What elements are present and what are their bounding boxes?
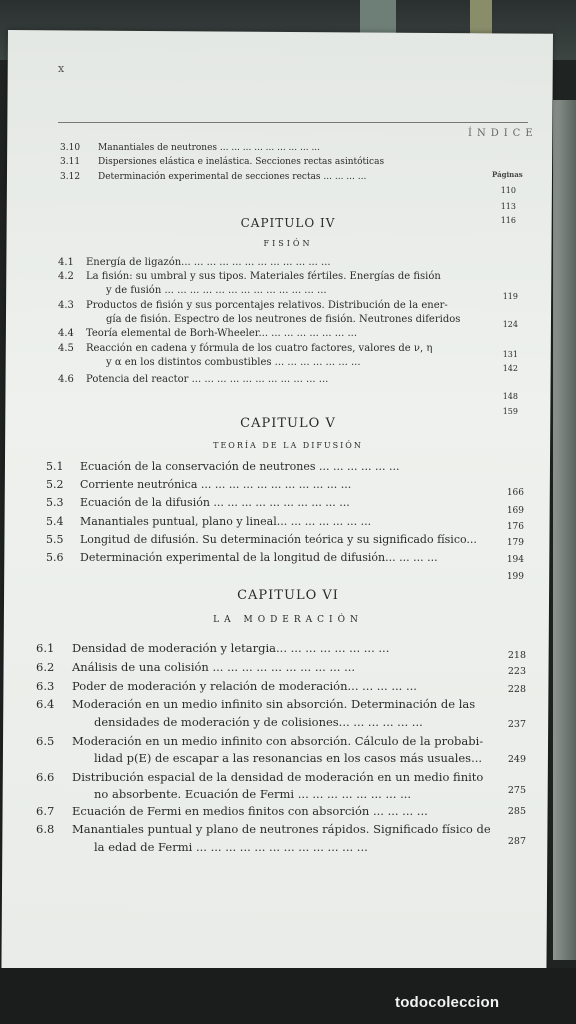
entry-title: Densidad de moderación y letargia... ... ... ... ... ... ... ... [72, 641, 390, 655]
entry-number: 3.12 [60, 172, 81, 182]
watermark-logo [395, 994, 499, 1011]
entry-page: 285 [507, 806, 526, 817]
entry-continuation: no absorbente. Ecuación de Fermi ... ... ... ... ... ... ... ... [94, 787, 412, 801]
entry-title: Productos de fisión y sus porcentajes relativos. Distribución de la ener- [86, 300, 448, 311]
entry-number: 6.7 [36, 804, 55, 818]
entry-page: 228 [507, 684, 526, 695]
toc-entry [58, 343, 432, 354]
entry-title: Moderación en un medio infinito con absorción. Cálculo de la probabi- [72, 734, 484, 748]
toc-entry [60, 143, 320, 153]
entry-page: 116 [500, 216, 516, 225]
watermark-brand: todocoleccion [395, 994, 500, 1011]
entry-number: 5.5 [46, 533, 64, 546]
entry-title: Corriente neutrónica ... ... ... ... ... ... ... ... ... ... ... [80, 478, 352, 491]
entry-page: 124 [502, 320, 518, 329]
toc-entry [36, 697, 475, 711]
entry-continuation: la edad de Fermi ... ... ... ... ... ... ... ... ... ... ... ... [94, 840, 368, 854]
index-title: ÍNDICE [468, 128, 538, 139]
entry-title: Ecuación de la conservación de neutrones ... ... ... ... ... ... [80, 460, 400, 473]
toc-entry [46, 515, 371, 528]
entry-title: Moderación en un medio infinito sin absorción. Determinación de las [72, 697, 476, 711]
toc-entry [36, 660, 355, 674]
chapter-title: CAPITULO VI [237, 588, 339, 603]
toc-entry [36, 804, 428, 818]
page-number: x [58, 62, 65, 75]
header-rule [58, 122, 528, 123]
entry-page: 110 [500, 186, 516, 195]
entry-page: 159 [502, 407, 518, 416]
entry-number: 5.2 [46, 478, 64, 491]
entry-page: 237 [507, 719, 526, 730]
toc-entry [46, 460, 399, 473]
entry-number: 4.4 [58, 328, 74, 339]
entry-page: 166 [506, 488, 524, 498]
entry-title: Ecuación de Fermi en medios finitos con absorción ... ... ... ... [72, 804, 428, 818]
entry-title: Energía de ligazón... ... ... ... ... ... ... ... ... ... ... ... [86, 257, 331, 268]
entry-number: 5.6 [46, 551, 64, 564]
entry-number: 4.2 [58, 271, 74, 282]
entry-continuation: densidades de moderación y de colisiones... ... ... ... ... ... [94, 715, 423, 729]
toc-entry [60, 157, 384, 167]
entry-page: 223 [507, 666, 526, 677]
toc-entry [58, 300, 448, 311]
toc-entry [36, 679, 417, 693]
entry-number: 6.8 [36, 822, 55, 836]
entry-title: Análisis de una colisión ... ... ... ... ... ... ... ... ... ... [72, 660, 356, 674]
entry-number: 6.2 [36, 660, 55, 674]
entry-page: 275 [507, 785, 526, 796]
entry-continuation: gía de fisión. Espectro de los neutrones de fisión. Neutrones diferidos [106, 314, 461, 325]
entry-number: 6.3 [36, 679, 55, 693]
entry-page: 199 [506, 572, 524, 582]
entry-page: 218 [507, 650, 526, 661]
toc-entry [60, 172, 366, 182]
toc-entry [36, 822, 491, 836]
entry-page: 287 [507, 836, 526, 847]
entry-number: 4.1 [58, 257, 74, 268]
entry-number: 6.1 [36, 641, 55, 655]
chapter-title: CAPITULO IV [240, 216, 336, 230]
entry-title: Reacción en cadena y fórmula de los cuatro factores, valores de ν, η [86, 343, 433, 354]
toc-entry [46, 496, 350, 509]
entry-number: 4.5 [58, 343, 74, 354]
toc-entry [58, 271, 441, 282]
entry-page: 176 [506, 522, 524, 532]
entry-title: Determinación experimental de la longitud de difusión... ... ... ... [80, 551, 438, 564]
entry-title: Distribución espacial de la densidad de moderación en un medio finito [72, 770, 484, 784]
paginas-label: Páginas [492, 170, 523, 179]
entry-page: 194 [506, 555, 524, 565]
entry-page: 179 [506, 538, 524, 548]
toc-entry [58, 328, 357, 339]
entry-continuation: y α en los distintos combustibles ... ... ... ... ... ... ... [106, 357, 361, 368]
entry-continuation: y de fusión ... ... ... ... ... ... ... ... ... ... ... ... ... [106, 285, 327, 296]
entry-title: Ecuación de la difusión ... ... ... ... ... ... ... ... ... ... [80, 496, 350, 509]
toc-entry [36, 770, 483, 784]
entry-title: La fisión: su umbral y sus tipos. Materiales fértiles. Energías de fisión [86, 271, 441, 282]
entry-number: 6.6 [36, 770, 55, 784]
toc-entry [36, 734, 483, 748]
entry-title: Dispersiones elástica e inelástica. Secciones rectas asintóticas [98, 157, 385, 167]
toc-entry [58, 374, 328, 385]
entry-title: Longitud de difusión. Su determinación teórica y su significado físico... [80, 533, 477, 546]
entry-title: Teoría elemental de Borh-Wheeler... ... ... ... ... ... ... ... [86, 328, 357, 339]
entry-number: 5.3 [46, 496, 64, 509]
entry-page: 169 [506, 506, 524, 516]
entry-page: 119 [502, 292, 518, 301]
toc-entry [36, 641, 389, 655]
entry-page: 249 [507, 754, 526, 765]
entry-page: 131 [502, 350, 518, 359]
entry-number: 3.10 [60, 143, 81, 153]
entry-page: 113 [500, 202, 516, 211]
entry-title: Potencia del reactor ... ... ... ... ... ... ... ... ... ... ... [86, 374, 329, 385]
entry-title: Determinación experimental de secciones rectas ... ... ... ... [98, 172, 367, 182]
entry-title: Manantiales de neutrones ... ... ... ... ... ... ... ... ... [98, 143, 321, 153]
entry-number: 4.3 [58, 300, 74, 311]
entry-number: 3.11 [60, 157, 81, 167]
entry-title: Manantiales puntual, plano y lineal... ... ... ... ... ... ... [80, 515, 372, 528]
entry-page: 148 [502, 392, 518, 401]
entry-title: Poder de moderación y relación de moderación... ... ... ... ... [72, 679, 417, 693]
entry-number: 6.5 [36, 734, 55, 748]
chapter-subtitle: FISIÓN [263, 239, 313, 248]
chapter-subtitle: TEORÍA DE LA DIFUSIÓN [213, 441, 363, 450]
entry-number: 5.4 [46, 515, 64, 528]
entry-number: 5.1 [46, 460, 64, 473]
chapter-title: CAPITULO V [240, 416, 336, 431]
entry-continuation: lidad p(E) de escapar a las resonancias en los casos más usuales... [94, 751, 483, 765]
toc-entry [46, 551, 438, 564]
toc-entry [46, 533, 477, 546]
entry-page: 142 [502, 364, 518, 373]
entry-number: 4.6 [58, 374, 74, 385]
entry-number: 6.4 [36, 697, 55, 711]
chapter-subtitle: LA MODERACIÓN [213, 615, 363, 625]
toc-entry [58, 257, 331, 268]
toc-entry [46, 478, 351, 491]
entry-title: Manantiales puntual y plano de neutrones rápidos. Significado físico de [72, 822, 491, 836]
